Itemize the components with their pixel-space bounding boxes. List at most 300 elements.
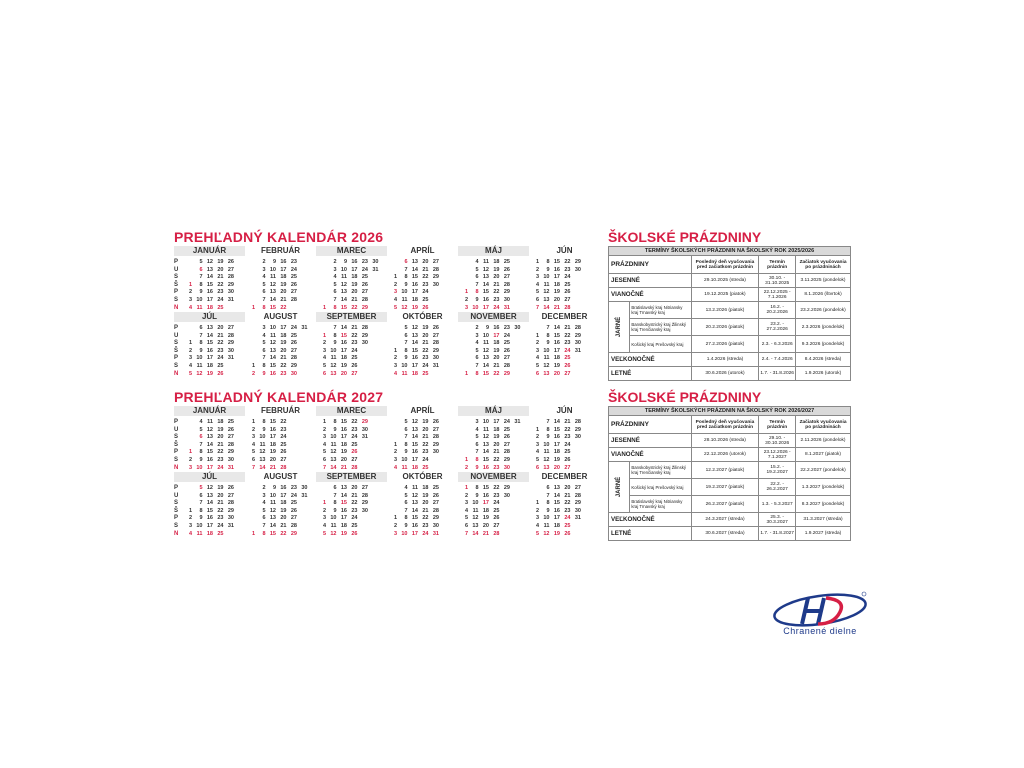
day-cell: 13 (269, 515, 276, 522)
day-cell: 1 (188, 507, 192, 514)
day-cell: 26 (564, 457, 571, 463)
region-name: Bratislavský kraj Nitriansky kraj Trnavský kraj (630, 302, 691, 319)
day-cell: 8 (475, 485, 479, 491)
day-cell: 31 (227, 297, 234, 303)
day-cell: 2 (535, 266, 539, 273)
day-cell: 5 (475, 347, 479, 354)
day-cell: 28 (503, 363, 510, 369)
day-cell: 28 (432, 434, 439, 441)
day-cell: 25 (217, 363, 224, 369)
day-cell: 21 (280, 355, 287, 362)
month-name: JANUÁR (174, 406, 245, 416)
day-cell: 17 (206, 523, 213, 529)
day-cell: 19 (351, 281, 358, 288)
day-cell: 1 (393, 274, 397, 281)
day-cell: 19 (217, 426, 224, 433)
month-block (387, 246, 458, 312)
day-cell: 29 (574, 259, 581, 265)
day-cell: 24 (217, 523, 224, 529)
holiday-term: 16.2. - 20.2.2026 (759, 302, 796, 319)
day-cell: 2 (333, 259, 337, 265)
weekday-label: Š (174, 507, 179, 514)
day-cell: 13 (482, 441, 489, 448)
day-cell: 12 (330, 363, 337, 369)
day-cell: 13 (411, 332, 418, 339)
holidays-title: ŠKOLSKÉ PRÁZDNINY (608, 229, 762, 245)
day-cell: 21 (217, 441, 224, 448)
table-row (609, 434, 851, 448)
day-cell: 12 (330, 449, 337, 456)
holiday-last: 1.4.2026 (streda) (691, 353, 759, 367)
day-cell: 30 (503, 464, 510, 471)
day-cell: 6 (535, 464, 539, 471)
day-cell: 21 (493, 449, 500, 456)
day-cell: 1 (464, 485, 468, 491)
day-cell: 29 (227, 340, 234, 347)
day-cell: 27 (227, 492, 234, 499)
month-block (316, 406, 387, 472)
day-cell: 13 (330, 457, 337, 463)
day-cell: 4 (333, 274, 337, 281)
day-cell: 10 (482, 419, 489, 425)
holiday-term: 15.2. - 19.2.2027 (759, 462, 796, 479)
day-cell: 4 (199, 419, 203, 425)
day-cell: 10 (401, 363, 408, 369)
day-cell: 8 (475, 457, 479, 463)
day-cell: 22 (280, 363, 287, 369)
day-cell: 3 (475, 332, 479, 339)
day-cell: 29 (503, 485, 510, 491)
day-cell: 23 (280, 370, 287, 377)
weekday-label: S (174, 363, 179, 369)
day-cell: 4 (188, 304, 192, 311)
day-cell: 30 (432, 355, 439, 362)
day-cell: 12 (543, 457, 550, 463)
day-cell: 11 (412, 485, 418, 491)
day-cell: 15 (411, 347, 418, 354)
day-cell: 17 (482, 304, 489, 311)
spring-label-text: JARNÉ (616, 476, 623, 498)
holiday-start: 22.2.2027 (pondelok) (796, 462, 851, 479)
day-cell: 29 (574, 500, 581, 507)
day-cell: 11 (270, 274, 276, 281)
month-name: AUGUST (263, 472, 298, 481)
day-cell: 22 (351, 332, 358, 339)
day-cell: 18 (206, 304, 213, 311)
day-cell: 3 (393, 457, 397, 463)
day-cell: 4 (475, 259, 479, 265)
day-cell: 9 (199, 347, 203, 354)
weekday-label: N (174, 304, 179, 311)
day-cell: 23 (217, 515, 224, 522)
day-cell: 4 (393, 370, 397, 377)
weekday-label: Š (174, 347, 179, 354)
region-name: Košický kraj Prešovský kraj (630, 479, 691, 496)
day-cell: 28 (564, 304, 571, 311)
day-cell: 18 (280, 274, 287, 281)
day-cell: 2 (188, 457, 192, 463)
day-cell: 12 (543, 363, 550, 369)
day-cell: 23 (351, 507, 358, 514)
holiday-start: 8.3.2027 (pondelok) (796, 496, 851, 513)
day-cell: 16 (280, 259, 287, 265)
holiday-last: 28.10.2026 (streda) (691, 434, 759, 448)
day-cell: 8 (199, 507, 203, 514)
day-cell: 15 (553, 259, 560, 265)
day-cell: 13 (553, 485, 560, 491)
weekday-label: U (174, 426, 179, 433)
day-cell: 4 (464, 507, 468, 514)
day-cell: 22 (280, 419, 287, 425)
day-cell: 10 (330, 347, 337, 354)
day-cell: 1 (188, 449, 192, 456)
day-cell: 5 (464, 515, 468, 522)
day-cell: 11 (259, 441, 266, 448)
day-cell: 25 (361, 274, 368, 281)
month-name: MAREC (316, 246, 387, 256)
day-cell: 17 (553, 515, 560, 522)
day-cell: 2 (393, 281, 397, 288)
day-cell: 20 (280, 289, 287, 296)
day-cell: 23 (493, 464, 500, 471)
day-cell: 15 (269, 530, 276, 537)
day-cell: 20 (553, 370, 560, 377)
day-cell: 6 (262, 347, 266, 354)
column-header: Termín prázdnin (759, 416, 796, 434)
day-cell: 17 (340, 347, 347, 354)
day-cell: 25 (503, 340, 510, 347)
day-cell: 8 (333, 332, 337, 339)
day-cell: 4 (188, 530, 192, 537)
day-cell: 16 (553, 434, 560, 441)
month-block (174, 312, 245, 378)
spring-label (609, 462, 630, 513)
day-cell: 22 (564, 426, 571, 433)
day-cell: 8 (546, 332, 550, 339)
day-cell: 15 (482, 485, 489, 491)
day-cell: 27 (290, 289, 297, 296)
day-cell: 14 (206, 441, 213, 448)
day-cell: 26 (361, 281, 368, 288)
day-cell: 3 (535, 441, 539, 448)
day-cell: 22 (280, 304, 287, 311)
day-cell: 14 (553, 419, 560, 425)
weekday-label: S (174, 523, 179, 529)
day-cell: 28 (280, 464, 287, 471)
day-cell: 3 (322, 347, 326, 354)
weekday-label: S (174, 274, 179, 281)
day-cell: 2 (535, 340, 539, 347)
column-header: PRÁZDNINY (609, 256, 692, 274)
day-cell: 3 (188, 523, 192, 529)
holiday-term: 22.12.2025 - 7.1.2026 (759, 288, 796, 302)
holiday-start: 2.3.2026 (pondelok) (796, 319, 851, 336)
day-cell: 18 (269, 441, 276, 448)
holiday-start: 9.3.2026 (pondelok) (796, 336, 851, 353)
month-block (174, 406, 245, 472)
day-cell: 7 (262, 523, 266, 529)
day-cell: 26 (290, 340, 297, 347)
day-cell: 29 (361, 500, 368, 507)
day-cell: 10 (259, 434, 266, 441)
day-cell: 26 (432, 492, 439, 499)
day-cell: 18 (553, 355, 560, 362)
day-cell: 8 (333, 419, 337, 425)
day-cell: 1 (464, 370, 468, 377)
day-cell: 14 (411, 434, 418, 441)
day-cell: 25 (290, 500, 297, 507)
day-cell: 7 (199, 500, 203, 507)
column-header: Termín prázdnin (759, 256, 796, 274)
month-block (458, 246, 529, 312)
day-cell: 2 (464, 297, 468, 303)
day-cell: 17 (411, 530, 418, 537)
day-cell: 7 (333, 492, 337, 499)
day-cell: 30 (574, 266, 581, 273)
day-cell: 7 (199, 332, 203, 339)
day-cell: 25 (280, 441, 287, 448)
day-cell: 20 (269, 457, 276, 463)
day-cell: 17 (411, 363, 418, 369)
day-cell: 9 (404, 281, 408, 288)
day-cell: 23 (351, 340, 358, 347)
day-cell: 15 (269, 419, 276, 425)
day-cell: 16 (269, 370, 276, 377)
month-block (529, 406, 600, 472)
day-cell: 20 (340, 457, 347, 463)
day-cell: 23 (503, 325, 510, 331)
day-cell: 10 (340, 266, 347, 273)
day-cell: 12 (340, 281, 347, 288)
day-cell: 22 (280, 530, 287, 537)
day-cell: 7 (546, 325, 550, 331)
day-cell: 5 (262, 340, 266, 347)
holiday-term: 2.4. - 7.4.2026 (759, 353, 796, 367)
day-cell: 27 (503, 355, 510, 362)
day-cell: 20 (422, 500, 429, 507)
spring-label (609, 302, 630, 353)
day-cell: 18 (280, 332, 287, 339)
day-cell: 7 (464, 530, 468, 537)
day-cell: 17 (280, 492, 287, 499)
day-cell: 5 (199, 259, 203, 265)
day-cell: 19 (340, 530, 347, 537)
day-cell: 4 (262, 332, 266, 339)
day-cell: 7 (262, 355, 266, 362)
day-cell: 6 (262, 289, 266, 296)
column-header: Posledný deň vyučovania pred začiatkom prázdnin (691, 256, 759, 274)
holiday-term: 29.10. - 30.10.2026 (759, 434, 796, 448)
month-block (387, 406, 458, 472)
day-cell: 11 (270, 500, 276, 507)
day-cell: 25 (503, 259, 510, 265)
day-cell: 27 (227, 325, 234, 331)
day-cell: 5 (262, 281, 266, 288)
day-cell: 30 (227, 457, 234, 463)
day-cell: 24 (280, 434, 287, 441)
day-cell: 23 (361, 259, 368, 265)
day-cell: 30 (227, 515, 234, 522)
day-cell: 22 (217, 507, 224, 514)
day-cell: 14 (543, 304, 550, 311)
day-cell: 11 (341, 274, 347, 281)
month-name: JÚN (556, 406, 573, 415)
weekday-label: S (174, 297, 179, 303)
day-cell: 1 (188, 281, 192, 288)
table-row (609, 319, 851, 336)
day-cell: 29 (227, 281, 234, 288)
day-cell: 16 (280, 485, 287, 491)
day-cell: 26 (432, 419, 439, 425)
day-cell: 30 (361, 507, 368, 514)
holidays-table (608, 246, 851, 381)
day-cell: 12 (206, 259, 213, 265)
day-cell: 8 (475, 370, 479, 377)
day-cell: 15 (340, 419, 347, 425)
region-name: Bratislavský kraj Nitriansky kraj Trnavský kraj (630, 496, 691, 513)
day-cell: 27 (503, 441, 510, 448)
day-cell: 14 (269, 297, 276, 303)
day-cell: 14 (330, 464, 337, 471)
day-cell: 9 (404, 523, 408, 529)
day-cell: 25 (564, 523, 571, 529)
day-cell: 4 (322, 441, 326, 448)
day-cell: 13 (206, 325, 213, 331)
day-cell: 28 (574, 492, 581, 499)
day-cell: 19 (482, 515, 489, 522)
month-name: APRÍL (410, 406, 435, 415)
day-cell: 12 (472, 515, 479, 522)
month-name: SEPTEMBER (316, 472, 387, 482)
day-cell: 10 (401, 530, 408, 537)
day-cell: 19 (411, 304, 418, 311)
weekday-label: S (174, 457, 179, 463)
day-cell: 14 (269, 355, 276, 362)
holiday-start: 1.9.2026 (utorok) (796, 367, 851, 381)
column-header: Začiatok vyučovania po prázdninách (796, 256, 851, 274)
day-cell: 11 (196, 304, 203, 311)
day-cell: 12 (269, 340, 276, 347)
weekday-label: P (174, 449, 179, 456)
weekday-label: Š (174, 441, 179, 448)
day-cell: 20 (422, 426, 429, 433)
day-cell: 10 (196, 297, 203, 303)
day-cell: 11 (483, 340, 489, 347)
day-cell: 23 (217, 347, 224, 354)
day-cell: 31 (227, 523, 234, 529)
day-cell: 10 (482, 332, 489, 339)
month-name: APRÍL (410, 246, 435, 255)
day-cell: 27 (564, 297, 571, 303)
day-cell: 27 (493, 523, 500, 529)
day-cell: 2 (393, 523, 397, 529)
day-cell: 30 (514, 325, 521, 331)
day-cell: 10 (543, 274, 550, 281)
holiday-last: 20.2.2026 (piatok) (691, 319, 759, 336)
weekday-label: Š (174, 281, 179, 288)
day-cell: 18 (411, 297, 418, 303)
day-cell: 9 (333, 340, 337, 347)
day-cell: 25 (564, 281, 571, 288)
day-cell: 25 (290, 274, 297, 281)
day-cell: 3 (464, 304, 468, 311)
day-cell: 13 (472, 523, 479, 529)
day-cell: 30 (432, 449, 439, 456)
weekday-label: P (174, 515, 179, 522)
day-cell: 12 (482, 347, 489, 354)
day-cell: 26 (351, 530, 358, 537)
day-cell: 30 (361, 340, 368, 347)
day-cell: 24 (422, 457, 429, 463)
day-cell: 5 (475, 434, 479, 441)
day-cell: 23 (422, 355, 429, 362)
day-cell: 19 (553, 530, 560, 537)
day-cell: 25 (290, 332, 297, 339)
day-cell: 16 (206, 515, 213, 522)
day-cell: 23 (422, 281, 429, 288)
day-cell: 27 (564, 464, 571, 471)
month-name: FEBRUÁR (260, 406, 301, 415)
day-cell: 26 (290, 507, 297, 514)
day-cell: 19 (340, 449, 347, 456)
day-cell: 16 (482, 492, 489, 499)
day-cell: 3 (188, 464, 192, 471)
day-cell: 17 (482, 500, 489, 507)
month-name: MAREC (316, 406, 387, 416)
day-cell: 19 (553, 457, 560, 463)
day-cell: 18 (340, 355, 347, 362)
weekday-label: P (174, 325, 179, 331)
day-cell: 6 (322, 457, 326, 463)
day-cell: 1 (251, 419, 255, 425)
holiday-name: JESENNÉ (609, 434, 692, 448)
day-cell: 5 (404, 325, 408, 331)
day-cell: 23 (422, 523, 429, 529)
day-cell: 3 (393, 289, 397, 296)
day-cell: 6 (322, 370, 326, 377)
day-cell: 5 (535, 457, 539, 463)
day-cell: 13 (543, 297, 550, 303)
table-row (609, 274, 851, 288)
table-row (609, 448, 851, 462)
table-row (609, 302, 851, 319)
weekday-label: U (174, 492, 179, 499)
month-block (458, 406, 529, 472)
day-cell: 10 (196, 464, 203, 471)
holiday-start: 1.9.2027 (streda) (796, 527, 851, 541)
day-cell: 31 (432, 530, 439, 537)
day-cell: 16 (553, 266, 560, 273)
day-cell: 19 (217, 485, 224, 491)
day-cell: 21 (351, 492, 358, 499)
day-cell: 27 (227, 266, 234, 273)
day-cell: 18 (493, 259, 500, 265)
day-cell: 25 (422, 297, 429, 303)
day-cell: 7 (404, 507, 408, 514)
day-cell: 10 (543, 441, 550, 448)
weekday-label: S (174, 340, 179, 347)
day-cell: 14 (482, 281, 489, 288)
holiday-start: 3.11.2025 (pondelok) (796, 274, 851, 288)
holiday-name: VEĽKONOČNÉ (609, 513, 692, 527)
day-cell: 29 (227, 507, 234, 514)
day-cell: 2 (464, 492, 468, 499)
day-cell: 14 (206, 274, 213, 281)
day-cell: 12 (411, 419, 418, 425)
day-cell: 11 (483, 426, 489, 433)
day-cell: 20 (493, 355, 500, 362)
day-cell: 12 (543, 530, 550, 537)
